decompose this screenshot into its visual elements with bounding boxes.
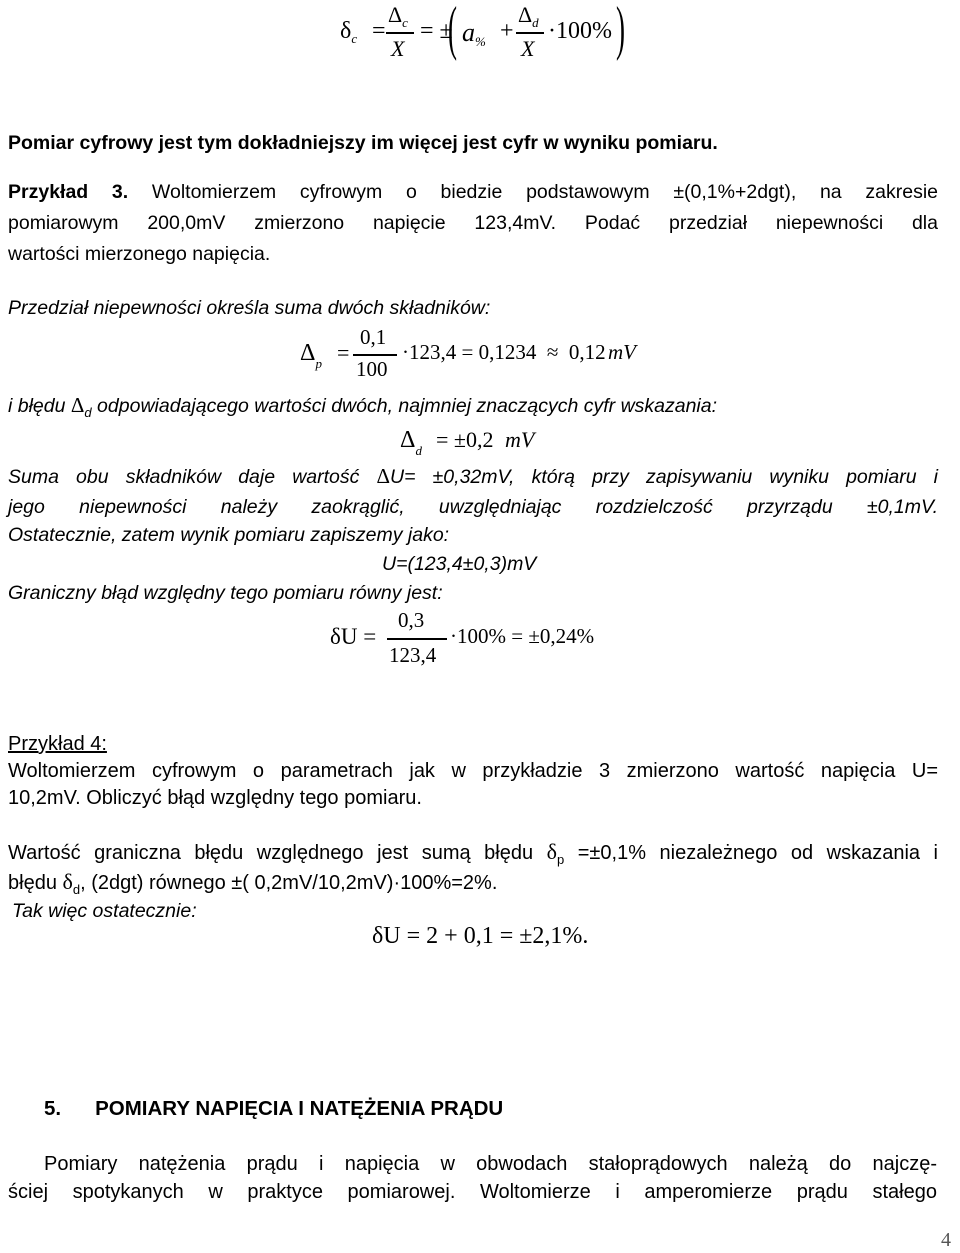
paragraph-sum-line3: Ostatecznie, zatem wynik pomiaru zapiszemy jako: xyxy=(8,524,450,546)
formula-top-rparen: ) xyxy=(616,0,625,61)
formula-top-lhs: $\delta_c$ xyxy=(340,18,358,46)
section-paragraph-line2: ściej spotykanych w praktyce pomiarowej. Woltomierze i amperomierze prądu stałego xyxy=(8,1181,937,1203)
section-title: POMIARY NAPIĘCIA I NATĘŻENIA PRĄDU xyxy=(95,1097,504,1120)
example3-line2: pomiarowym 200,0mV zmierzono napięcie 123,4mV. Podać przedział niepewności dla xyxy=(8,212,938,234)
paragraph-interval: Przedział niepewności określa suma dwóch składników: xyxy=(8,297,491,319)
formula-d-rest: = ±0,2 xyxy=(436,427,494,452)
paragraph-sum-line2: jego niepewności należy zaokrąglić, uwzględniając rozdzielczość przyrządu ±0,1mV. xyxy=(8,496,938,518)
formula-p-eq: = xyxy=(337,340,350,365)
formula-top-frac1-bar xyxy=(386,32,414,34)
section-heading xyxy=(44,1097,503,1121)
section-paragraph-line1: Pomiary natężenia prądu i napięcia w obwodach stałoprądowych należą do najczę- xyxy=(44,1153,937,1175)
formula-final: δU = 2 + 0,1 = ±2,1%. xyxy=(372,923,589,949)
page-number: 4 xyxy=(941,1229,951,1251)
formula-top-num2: $\Delta_d$ xyxy=(518,2,539,30)
paragraph-sum-line1: Suma obu składników daje wartość ΔU= ±0,32mV, którą przy zapisywaniu wyniku pomiaru i xyxy=(8,464,938,488)
formula-top-eq1: = xyxy=(372,18,386,44)
paragraph-value-line2: błędu $\delta_d$, (2dgt) równego ±( 0,2mV/10,2mV)·100%=2%. xyxy=(8,869,498,897)
paragraph-value-line1: Wartość graniczna błędu względnego jest sumą błędu $\delta_p =\pm 0,1\%$ niezależnego od wskazania i xyxy=(8,839,938,867)
formula-top-lparen: ( xyxy=(448,0,457,61)
formula-top-a: a% xyxy=(462,18,486,49)
formula-d-lhs: $\Delta_d$ xyxy=(400,427,422,458)
paragraph-limit: Graniczny błąd względny tego pomiaru równy jest: xyxy=(8,582,443,604)
formula-top-factor: ·100% xyxy=(548,18,612,44)
formula-rel-rest: ·100% = ±0,24% xyxy=(450,624,595,648)
formula-top-den2: X xyxy=(521,36,535,61)
formula-p-lhs: $\Delta_p$ xyxy=(300,340,322,371)
paragraph-final: Tak więc ostatecznie: xyxy=(12,900,197,922)
formula-rel-den: 123,4 xyxy=(389,643,437,667)
paragraph-error-d: i błędu $\Delta_d$ odpowiadającego wartości dwóch, najmniej znaczących cyfr wskazania: xyxy=(8,393,718,420)
formula-top-num1: $\Delta_c$ xyxy=(388,2,408,30)
example3-line1: Przykład 3. Woltomierzem cyfrowym o biedzie podstawowym ±(0,1%+2dgt), na zakresie xyxy=(8,181,938,203)
formula-p-rest: ·123,4 = 0,1234 ≈ 0,12 xyxy=(402,340,606,364)
example4-label: Przykład 4: xyxy=(8,733,107,755)
formula-p-unit: mV xyxy=(608,340,636,364)
paragraph-digital-accuracy: Pomiar cyfrowy jest tym dokładniejszy im więcej jest cyfr w wyniku pomiaru. xyxy=(8,132,718,154)
formula-p-num: 0,1 xyxy=(360,325,387,349)
section-number: 5. xyxy=(44,1097,62,1120)
formula-top-eq2: = ± xyxy=(420,18,453,44)
result-value: U=(123,4±0,3)mV xyxy=(382,553,537,575)
example3-line3: wartości mierzonego napięcia. xyxy=(8,243,271,265)
formula-rel-bar xyxy=(387,638,447,640)
formula-rel-num: 0,3 xyxy=(398,608,425,632)
example4-line1: Woltomierzem cyfrowym o parametrach jak w przykładzie 3 zmierzono wartość napięcia U= xyxy=(8,760,938,782)
formula-top-frac2-bar xyxy=(516,32,544,34)
example4-line2: 10,2mV. Obliczyć błąd względny tego pomiaru. xyxy=(8,787,422,809)
formula-d-unit: mV xyxy=(505,427,535,452)
example3-label: Przykład 3. xyxy=(8,181,129,203)
formula-rel-lhs: δU = xyxy=(330,624,377,649)
formula-p-bar xyxy=(353,354,397,356)
formula-top-den1: X xyxy=(391,36,405,61)
formula-top-plus: + xyxy=(500,18,514,44)
delta-d-inline: Δ xyxy=(70,393,85,417)
formula-p-den: 100 xyxy=(356,357,388,381)
